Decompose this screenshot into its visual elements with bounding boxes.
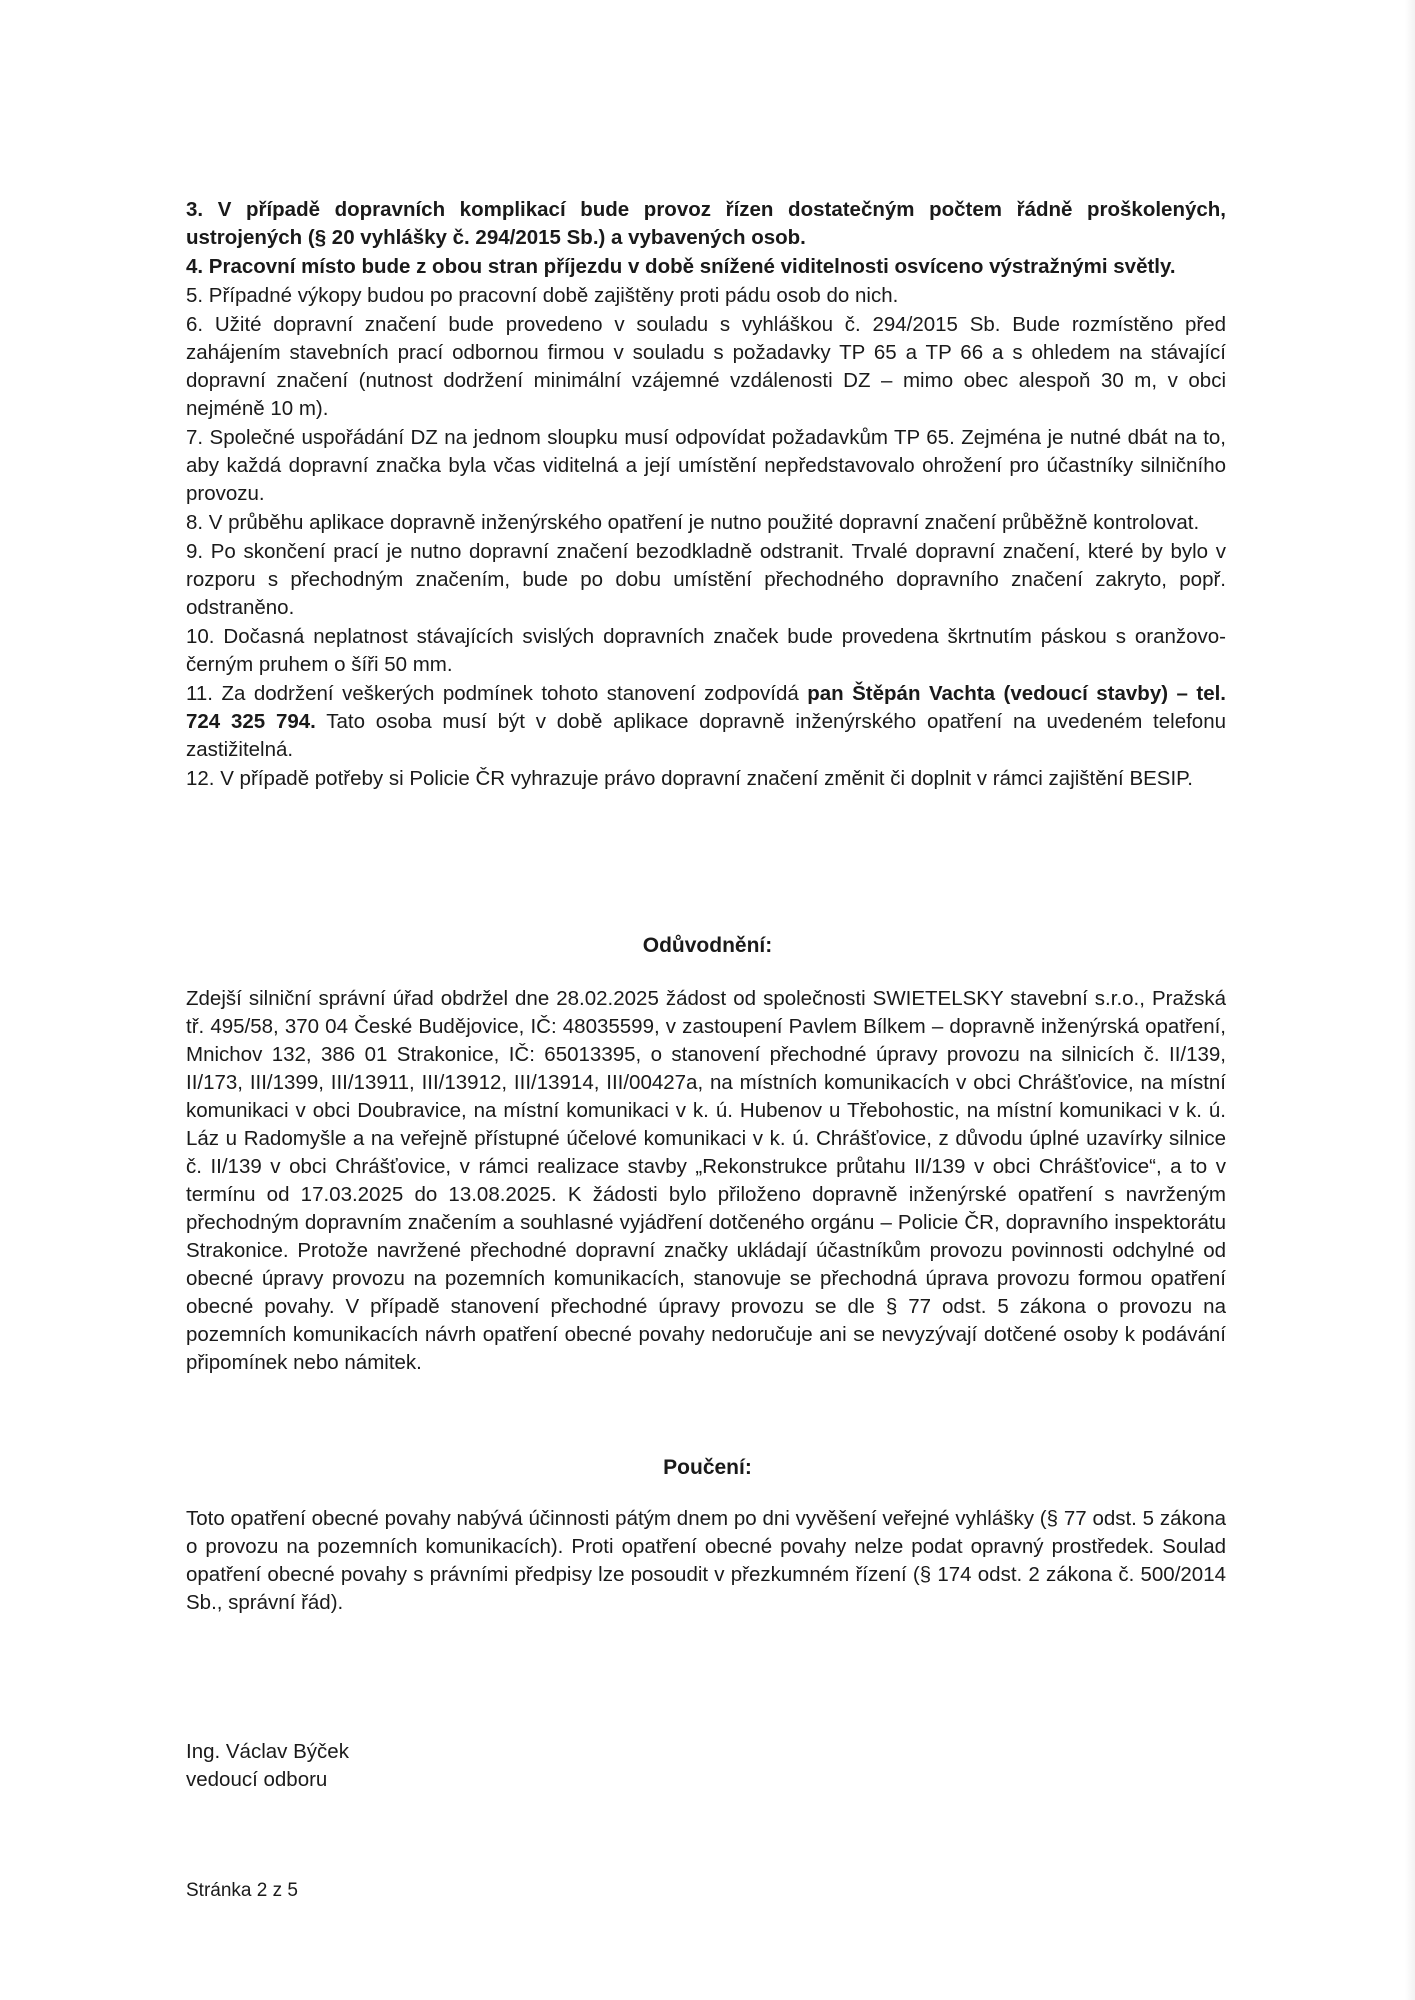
condition-emphasis: pan Štěpán Vachta (vedoucí stavby) – tel. 724 325 794. <box>186 682 1226 733</box>
condition-item <box>186 424 1226 508</box>
signature-block <box>186 1738 349 1794</box>
condition-text: 5. Případné výkopy budou po pracovní době zajištěny proti pádu osob do nich. <box>186 284 899 307</box>
instruction-text: Toto opatření obecné povahy nabývá účinnosti pátým dnem po dni vyvěšení veřejné vyhlášky (§ 77 odst. 5 zákona o provozu na pozemních komunikacích). Proti opatření obecné povahy nelze podat opravný prostředek. Soulad opatření obecné povahy s právními předpisy lze posoudit v přezkumném řízení (§ 174 odst. 2 zákona č. 500/2014 Sb., správní řád). <box>186 1507 1226 1614</box>
condition-text: 8. V průběhu aplikace dopravně inženýrského opatření je nutno použité dopravní značení průběžně kontrolovat. <box>186 511 1200 534</box>
justification-heading: Odůvodnění: <box>642 934 773 957</box>
condition-item <box>186 680 1226 764</box>
condition-item <box>186 623 1226 679</box>
justification-text: Zdejší silniční správní úřad obdržel dne 28.02.2025 žádost od společnosti SWIETELSKY stavební s.r.o., Pražská tř. 495/58, 370 04 České Budějovice, IČ: 48035599, v zastoupení Pavlem Bílkem – dopravně inženýrská opatření, Mnichov 132, 386 01 Strakonice, IČ: 65013395, o stanovení přechodné úpravy provozu na silnicích č. II/139, II/173, III/1399, III/13911, III/13912, III/13914, III/00427a, na místních komunikacích v obci Chrášťovice, na místní komunikaci v obci Doubravice, na místní komunikaci v k. ú. Hubenov u Třebohostic, na místní komunikaci v k. ú. Láz u Radomyšle a na veřejně přístupné účelové komunikaci v k. ú. Chrášťovice, z důvodu úplné uzavírky silnice č. II/139 v obci Chrášťovice, v rámci realizace stavby „Rekonstrukce průtahu II/139 v obci Chrášťovice“, a to v termínu od 17.03.2025 do 13.08.2025. K žádosti bylo přiloženo dopravně inženýrské opatření s navrženým přechodným dopravním značením a souhlasné vyjádření dotčeného orgánu – Policie ČR, dopravního inspektorátu Strakonice. Protože navržené přechodné dopravní značky ukládají účastníkům provozu povinnosti odchylné od obecné úpravy provozu na pozemních komunikacích, stanovuje se přechodná úprava provozu formou opatření obecné povahy. V případě stanovení přechodné úpravy provozu se dle § 77 odst. 5 zákona o provozu na pozemních komunikacích návrh opatření obecné povahy nedoručuje ani se nevyzývají dotčené osoby k podávání připomínek nebo námitek. <box>186 987 1226 1374</box>
condition-emphasis: 4. Pracovní místo bude z obou stran příjezdu v době snížené viditelnosti osvíceno výstražnými světly. <box>186 255 1176 278</box>
condition-item <box>186 253 1226 281</box>
signatory-name: Ing. Václav Býček <box>186 1740 349 1763</box>
page-number: Stránka 2 z 5 <box>186 1880 298 1901</box>
condition-emphasis: 3. V případě dopravních komplikací bude provoz řízen dostatečným počtem řádně proškolených, ustrojených (§ 20 vyhlášky č. 294/2015 Sb.) a vybavených osob. <box>186 198 1226 249</box>
condition-item <box>186 765 1226 793</box>
condition-item <box>186 509 1226 537</box>
scan-edge <box>1405 0 1415 2000</box>
condition-text: 10. Dočasná neplatnost stávajících svislých dopravních značek bude provedena škrtnutím páskou s oranžovo-černým pruhem o šíři 50 mm. <box>186 625 1226 676</box>
condition-item <box>186 538 1226 622</box>
condition-text: 9. Po skončení prací je nutno dopravní značení bezodkladně odstranit. Trvalé dopravní značení, které by bylo v rozporu s přechodným značením, bude po dobu umístění přechodného dopravního značení zakryto, popř. odstraněno. <box>186 540 1226 619</box>
condition-text: Tato osoba musí být v době aplikace dopravně inženýrského opatření na uvedeném telefonu zastižitelná. <box>186 710 1226 761</box>
condition-item <box>186 311 1226 423</box>
condition-text: 6. Užité dopravní značení bude provedeno v souladu s vyhláškou č. 294/2015 Sb. Bude rozmístěno před zahájením stavebních prací odbornou firmou v souladu s požadavky TP 65 a TP 66 a s ohledem na stávající dopravní značení (nutnost dodržení minimální vzájemné vzdálenosti DZ – mimo obec alespoň 30 m, v obci nejméně 10 m). <box>186 313 1226 420</box>
conditions-list <box>186 196 1226 794</box>
instruction-heading: Poučení: <box>663 1456 752 1479</box>
condition-text: 7. Společné uspořádání DZ na jednom sloupku musí odpovídat požadavkům TP 65. Zejména je nutné dbát na to, aby každá dopravní značka byla včas viditelná a její umístění nepředstavovalo ohrožení pro účastníky silničního provozu. <box>186 426 1226 505</box>
condition-item <box>186 282 1226 310</box>
condition-item <box>186 196 1226 252</box>
condition-text: 11. Za dodržení veškerých podmínek tohoto stanovení zodpovídá <box>186 682 808 705</box>
condition-text: 12. V případě potřeby si Policie ČR vyhrazuje právo dopravní značení změnit či doplnit v rámci zajištění BESIP. <box>186 767 1193 790</box>
signatory-role: vedoucí odboru <box>186 1768 328 1791</box>
